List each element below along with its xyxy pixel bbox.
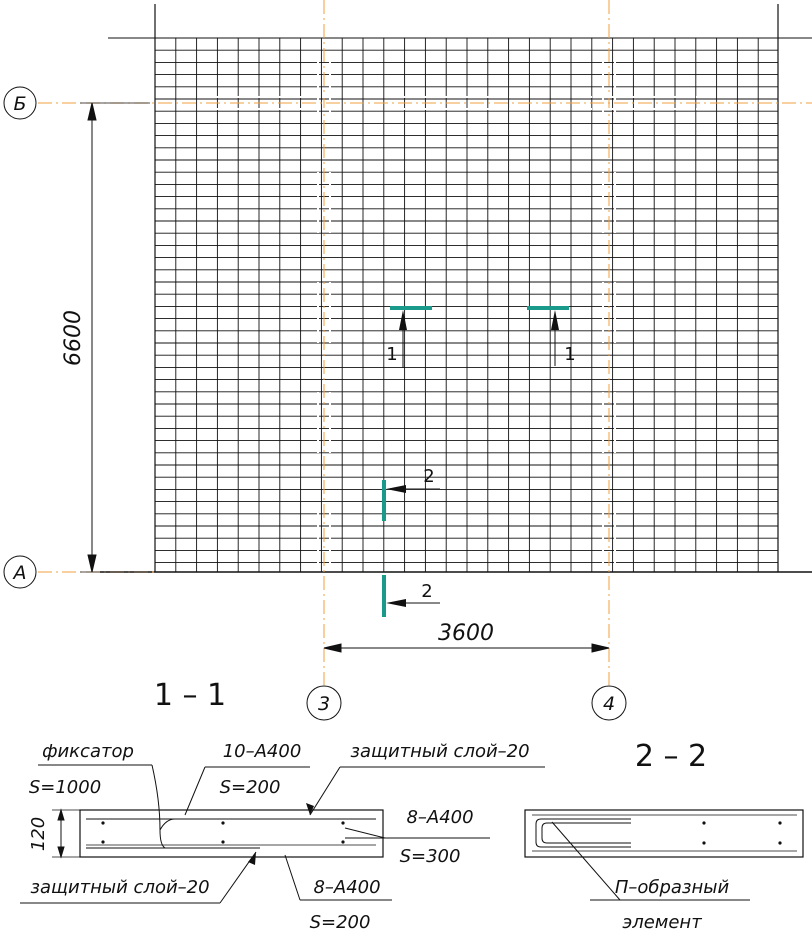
axis-bubble-4 (592, 686, 626, 720)
svg-text:А: А (13, 562, 27, 584)
cut-mark-2-lower (384, 575, 440, 617)
p-element-label-line1: П–образный (614, 877, 730, 898)
svg-text:4: 4 (602, 693, 616, 715)
svg-text:Б: Б (13, 93, 27, 115)
section-2-title: 2 – 2 (634, 739, 708, 774)
right-rebar-step-label: S=300 (399, 846, 461, 867)
section-1-thickness-label: 120 (28, 816, 49, 852)
cover-bottom-label: защитный слой–20 (30, 877, 210, 898)
bottom-rebar-step-label: S=200 (309, 912, 371, 933)
top-rebar-label: 10–А400 (222, 741, 302, 762)
p-element-label-line2: элемент (622, 912, 702, 933)
svg-text:1: 1 (564, 344, 576, 365)
section-1-title: 1 – 1 (153, 678, 227, 713)
section-2-rebar-dots (702, 821, 781, 844)
dimension-vertical-label: 6600 (61, 310, 86, 366)
top-rebar-step-label: S=200 (219, 777, 281, 798)
section-2-slab (525, 810, 803, 857)
right-rebar-label: 8–А400 (406, 807, 474, 828)
svg-text:2: 2 (421, 581, 433, 602)
section-1-leader-arrows (248, 803, 314, 865)
rebar-mesh (155, 38, 778, 572)
section-1-thickness-dim (52, 810, 80, 857)
dimension-horizontal-label: 3600 (438, 621, 494, 646)
svg-text:1: 1 (386, 344, 398, 365)
axis-bubble-3 (307, 686, 341, 720)
cover-top-label: защитный слой–20 (350, 741, 530, 762)
section-1-rebar-dots (101, 821, 344, 843)
fixator-label: фиксатор (42, 741, 134, 762)
axis-bubble-a (4, 556, 36, 588)
slab-outline (100, 4, 812, 572)
cut-mark-1-right (527, 308, 576, 366)
axis-bubble-b (4, 87, 36, 119)
svg-text:3: 3 (317, 693, 331, 715)
fixator-step-label: S=1000 (28, 777, 102, 798)
dimension-vertical (80, 103, 150, 572)
cut-mark-2-upper (384, 466, 440, 521)
bottom-rebar-label: 8–А400 (313, 877, 381, 898)
svg-text:2: 2 (423, 466, 435, 487)
support-strips (157, 40, 776, 570)
